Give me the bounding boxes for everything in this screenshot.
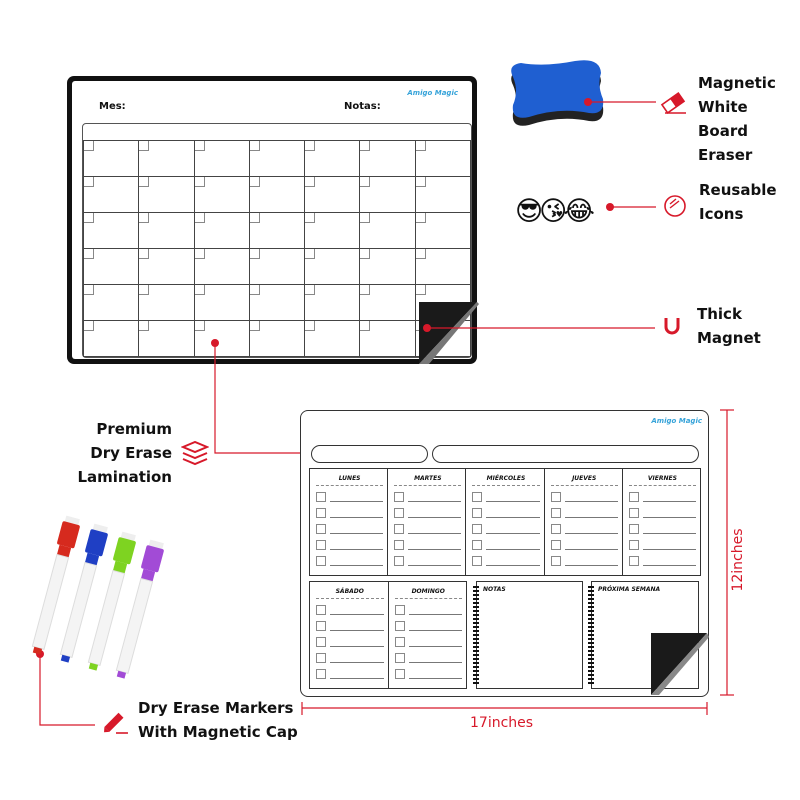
checklist-line (394, 537, 461, 553)
checklist-line (551, 521, 618, 537)
checkbox (395, 669, 405, 679)
next-week-box: PRÓXIMA SEMANA (591, 581, 699, 689)
checklist-line (316, 553, 383, 569)
day-column: VIERNES (623, 469, 700, 575)
checklist-line (394, 553, 461, 569)
checklist-line (316, 505, 383, 521)
checklist-line (472, 521, 539, 537)
checkbox (394, 492, 404, 502)
checkbox (316, 492, 326, 502)
checklist-line (629, 553, 696, 569)
checklist-line (316, 602, 384, 618)
checkbox (316, 669, 326, 679)
checklist-line (394, 521, 461, 537)
cool-emoji: 😎 (515, 196, 540, 227)
checkbox (395, 653, 405, 663)
checkbox (316, 556, 326, 566)
checklist-line (394, 505, 461, 521)
checkbox (472, 492, 482, 502)
week-field (432, 445, 699, 463)
weekly-planner-board (300, 410, 709, 697)
brand-logo: Amigo Magic (651, 417, 702, 425)
checklist-line (395, 602, 463, 618)
brand-logo: Amigo Magic (407, 89, 458, 97)
checkbox (316, 605, 326, 615)
day-column: MARTES (388, 469, 466, 575)
checkbox (472, 524, 482, 534)
day-column: MIÉRCOLES (466, 469, 544, 575)
checkbox (629, 540, 639, 550)
checkbox (394, 556, 404, 566)
checklist-line (629, 489, 696, 505)
checklist-line (395, 666, 463, 682)
checkbox (395, 637, 405, 647)
checkbox (394, 540, 404, 550)
lamination-callout: Premium Dry Erase Lamination (77, 420, 172, 486)
month-label: Mes: (99, 101, 126, 112)
checkbox (472, 556, 482, 566)
checkbox (394, 524, 404, 534)
checkbox (551, 492, 561, 502)
emoji-icons (515, 196, 591, 227)
checkbox (551, 540, 561, 550)
laugh-emoji: 😂 (563, 196, 591, 227)
day-column: SÁBADO (310, 582, 389, 688)
width-dimension: 17inches (470, 715, 534, 731)
checkbox (629, 492, 639, 502)
checklist-line (551, 537, 618, 553)
checklist-line (316, 537, 383, 553)
eraser-icon (659, 92, 687, 114)
checkbox (316, 540, 326, 550)
checkbox (316, 508, 326, 518)
checkbox (551, 524, 561, 534)
layers-icon (181, 441, 209, 467)
icons-callout: Reusable Icons (699, 181, 777, 223)
weekday-grid (309, 468, 701, 576)
checkbox (316, 637, 326, 647)
checkbox (316, 653, 326, 663)
checkbox (395, 621, 405, 631)
markers-image (25, 505, 175, 680)
checklist-line (472, 537, 539, 553)
kiss-emoji: 😘 (539, 196, 564, 227)
checklist-line (472, 553, 539, 569)
checklist-line (394, 489, 461, 505)
checkbox (551, 508, 561, 518)
checklist-line (551, 553, 618, 569)
checklist-line (551, 489, 618, 505)
sticker-icon (662, 193, 688, 219)
notes-box: NOTAS (476, 581, 583, 689)
pencil-icon (100, 708, 130, 736)
checklist-line (629, 537, 696, 553)
checkbox (472, 540, 482, 550)
day-column: LUNES (310, 469, 388, 575)
markers-callout: Dry Erase Markers With Magnetic Cap (138, 699, 298, 741)
checklist-line (395, 634, 463, 650)
checklist-line (629, 521, 696, 537)
checkbox (472, 508, 482, 518)
magnet-icon (662, 316, 682, 338)
checkbox (395, 605, 405, 615)
checklist-line (629, 505, 696, 521)
checkbox (629, 556, 639, 566)
checklist-line (316, 650, 384, 666)
notes-label: Notas: (344, 101, 381, 112)
checkbox (316, 621, 326, 631)
checklist-line (395, 618, 463, 634)
day-column: JUEVES (545, 469, 623, 575)
checklist-line (316, 489, 383, 505)
eraser-callout: Magnetic White Board Eraser (698, 74, 776, 164)
name-field (311, 445, 428, 463)
height-dimension: 12inches (730, 528, 746, 592)
weekend-grid (309, 581, 467, 689)
day-column: DOMINGO (389, 582, 467, 688)
checkbox (629, 508, 639, 518)
checklist-line (472, 489, 539, 505)
checklist-line (316, 521, 383, 537)
checklist-line (316, 618, 384, 634)
checklist-line (316, 666, 384, 682)
checkbox (394, 508, 404, 518)
checklist-line (472, 505, 539, 521)
checklist-line (316, 634, 384, 650)
magnet-corner (649, 631, 709, 697)
magnet-callout: Thick Magnet (697, 305, 761, 347)
checklist-line (551, 505, 618, 521)
checkbox (551, 556, 561, 566)
checkbox (316, 524, 326, 534)
checkbox (629, 524, 639, 534)
checklist-line (395, 650, 463, 666)
